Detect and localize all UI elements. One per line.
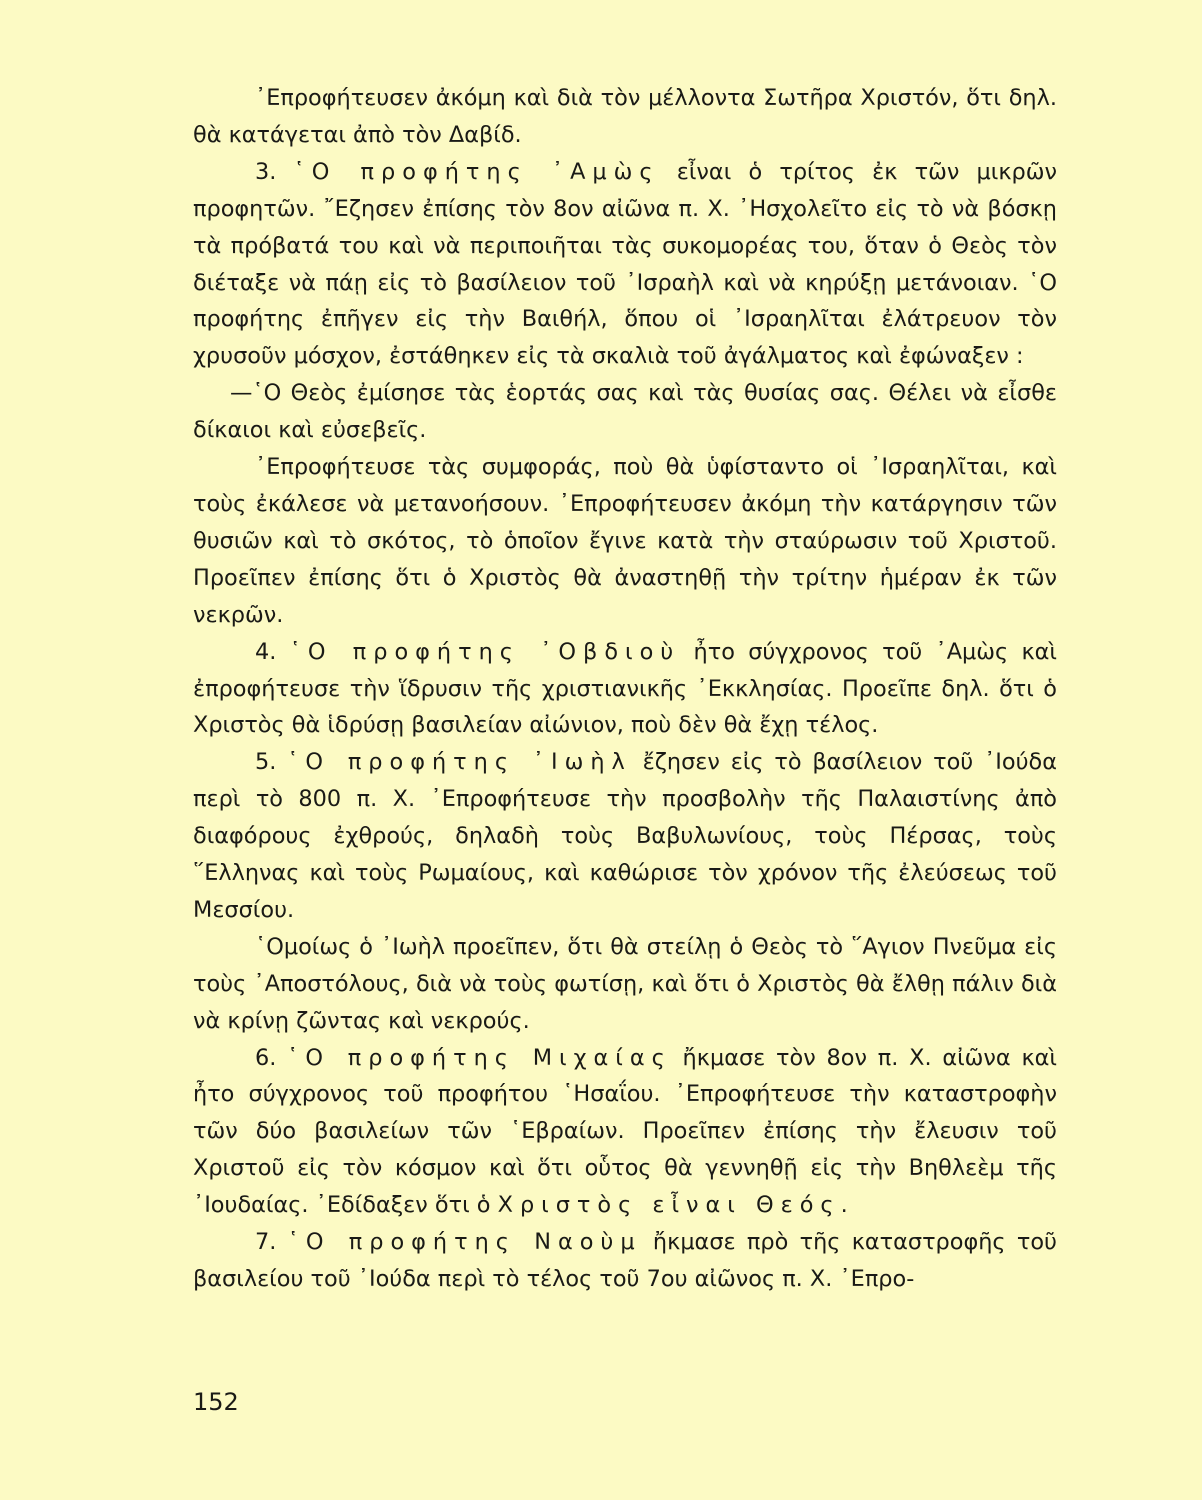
emphasis-text: Χριστὸς εἶναι Θεός bbox=[497, 1192, 841, 1219]
paragraph: ῾Ομοίως ὁ ᾿Ιωὴλ προεῖπεν, ὅτι θὰ στείλῃ ὁ Θεὸς τὸ ῞Αγιον Πνεῦμα εἰς τοὺς ᾿Αποστόλους, διὰ νὰ τοὺς φωτίσῃ, καὶ ὅτι ὁ Χριστὸς θὰ ἔλθῃ πάλιν διὰ νὰ κρίνῃ ζῶντας καὶ νεκρούς. bbox=[193, 933, 1057, 1034]
prophet-name: ῾Ο προφήτης Μιχαίας bbox=[287, 1044, 672, 1071]
paragraph-nahum: 7. ῾Ο προφήτης Ναοὺμ ἤκμασε πρὸ τῆς καταστροφῆς τοῦ βασιλείου τοῦ ᾿Ιούδα περὶ τὸ τέλος τοῦ 7ου αἰῶνος π. Χ. ᾿Επρο- bbox=[193, 1229, 1057, 1292]
paragraph-amos: 3. ῾Ο προφήτης ᾿Αμὼς εἶναι ὁ τρίτος ἐκ τῶν μικρῶν προφητῶν. ῎Εζησεν ἐπίσης τὸν 8ον αἰῶνα π. Χ. ᾿Ησχολεῖτο εἰς τὸ νὰ βόσκῃ τὰ πρόβατά του καὶ νὰ περιποιῆται τὰς συκομορέας του, ὅταν ὁ Θεὸς τὸν διέταξε νὰ πάῃ εἰς τὸ βασίλειον τοῦ ᾿Ισραὴλ καὶ νὰ κηρύξῃ μετάνοιαν. ῾Ο προφήτης ἐπῆγεν εἰς τὴν Βαιθήλ, ὅπου οἱ ᾿Ισραηλῖται ἐλάτρευον τὸν χρυσοῦν μόσχον, ἐστάθηκεν εἰς τὰ σκαλιὰ τοῦ ἀγάλματος καὶ ἐφώναξεν : bbox=[193, 158, 1057, 370]
paragraph-micah: 6. ῾Ο προφήτης Μιχαίας ἤκμασε τὸν 8ον π. Χ. αἰῶνα καὶ ἦτο σύγχρονος τοῦ προφήτου ῾Ησαΐου. ᾿Επροφήτευσε τὴν καταστροφὴν τῶν δύο βασιλείων τῶν ῾Εβραίων. Προεῖπεν ἐπίσης τὴν ἔλευσιν τοῦ Χριστοῦ εἰς τὸν κόσμον καὶ ὅτι οὗτος θὰ γεννηθῇ εἰς τὴν Βηθλεὲμ τῆς ᾿Ιουδαίας. ᾿Εδίδαξεν ὅτι ὁ Χριστὸς εἶναι Θεός. bbox=[193, 1044, 1058, 1219]
paragraph: ᾿Επροφήτευσε τὰς συμφοράς, ποὺ θὰ ὑφίσταντο οἱ ᾿Ισραηλῖται, καὶ τοὺς ἐκάλεσε νὰ μετανοήσουν. ᾿Επροφήτευσεν ἀκόμη τὴν κατάργησιν τῶν θυσιῶν καὶ τὸ σκότος, τὸ ὁποῖον ἔγινε κατὰ τὴν σταύρωσιν τοῦ Χριστοῦ. Προεῖπεν ἐπίσης ὅτι ὁ Χριστὸς θὰ ἀναστηθῇ τὴν τρίτην ἡμέραν ἐκ τῶν νεκρῶν. bbox=[193, 454, 1057, 628]
paragraph-quote: —῾Ο Θεὸς ἐμίσησε τὰς ἑορτάς σας καὶ τὰς θυσίας σας. Θέλει νὰ εἶσθε δίκαιοι καὶ εὐσεβεῖς. bbox=[193, 380, 1057, 444]
page-body bbox=[193, 80, 1057, 1298]
paragraph: ᾿Επροφήτευσεν ἀκόμη καὶ διὰ τὸν μέλλοντα Σωτῆρα Χριστόν, ὅτι δηλ. θὰ κατάγεται ἀπὸ τὸν Δαβίδ. bbox=[193, 85, 1057, 148]
prophet-name: ῾Ο προφήτης ᾿Οβδιοὺ bbox=[289, 638, 681, 665]
prophet-name: ῾Ο προφήτης Ναοὺμ bbox=[287, 1229, 642, 1256]
paragraph-joel: 5. ῾Ο προφήτης ᾿Ιωὴλ ἔζησεν εἰς τὸ βασίλειον τοῦ ᾿Ιούδα περὶ τὸ 800 π. Χ. ᾿Επροφήτευσε τὴν προσβολὴν τῆς Παλαιστίνης ἀπὸ διαφόρους ἐχθρούς, δηλαδὴ τοὺς Βαβυλωνίους, τοὺς Πέρσας, τοὺς ῞Ελληνας καὶ τοὺς Ρωμαίους, καὶ καθώρισε τὸν χρόνον τῆς ἐλεύσεως τοῦ Μεσσίου. bbox=[193, 749, 1057, 923]
prophet-name: ῾Ο προφήτης ᾿Αμὼς bbox=[293, 158, 660, 185]
prophet-name: ῾Ο προφήτης ᾿Ιωὴλ bbox=[287, 749, 632, 776]
page-number: 152 bbox=[193, 1388, 239, 1416]
paragraph-obadiah: 4. ῾Ο προφήτης ᾿Οβδιοὺ ἦτο σύγχρονος τοῦ ᾿Αμὼς καὶ ἐπροφήτευσε τὴν ἵδρυσιν τῆς χριστιανικῆς ᾿Εκκλησίας. Προεῖπε δηλ. ὅτι ὁ Χριστὸς θὰ ἱδρύσῃ βασιλείαν αἰώνιον, ποὺ δὲν θὰ ἔχῃ τέλος. bbox=[193, 638, 1057, 739]
